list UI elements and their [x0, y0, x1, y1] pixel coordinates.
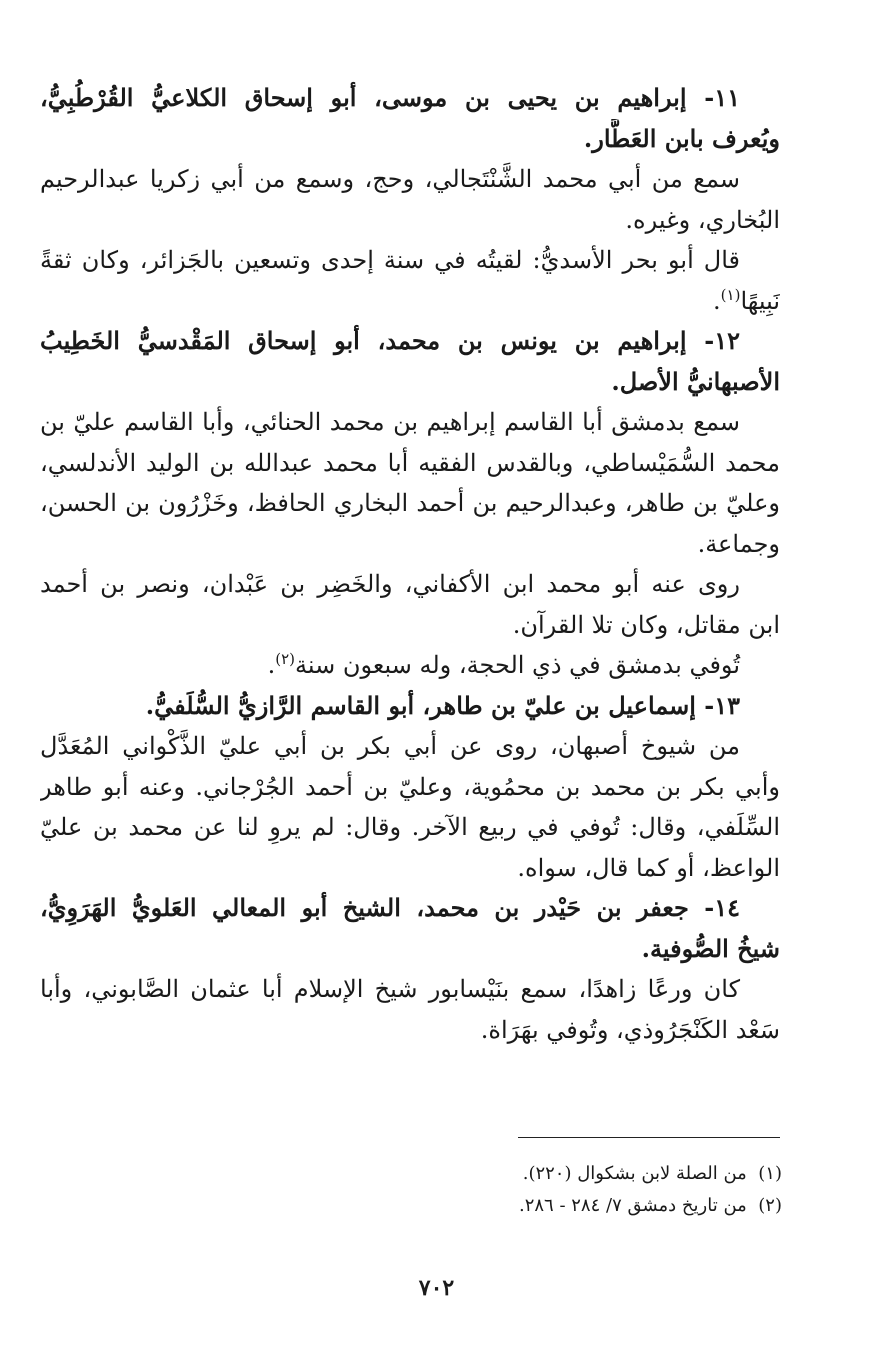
line-text: ١٤- جعفر بن حَيْدر بن محمد، الشيخ أبو المعالي العَلويُّ الهَرَوِيُّ، [40, 893, 740, 922]
footnote-number: (١) [758, 1163, 782, 1184]
line-text: قال أبو بحر الأسديُّ: لقيتُه في سنة إحدى وتسعين بالجَزائر، وكان ثقةً [40, 246, 740, 274]
line-text: الواعظ، أو كما قال، سواه. [517, 853, 780, 882]
line-text: نَبِيهًا [740, 286, 780, 315]
page-number: ٧٠٢ [418, 1275, 455, 1301]
footnotes [300, 1158, 782, 1222]
footnote-text: من الصلة لابن بشكوال (٢٢٠). [522, 1163, 747, 1184]
entry-heading-line [40, 888, 780, 929]
line-text: روى عنه أبو محمد ابن الأكفاني، والخَضِر بن عَبْدان، ونصر بن أحمد [40, 570, 740, 598]
line-text: وعليّ بن طاهر، وعبدالرحيم بن أحمد البخاري الحافظ، وخَزْرُون بن الحسن، [40, 489, 780, 517]
line-text: تُوفي بدمشق في ذي الحجة، وله سبعون سنة [295, 651, 740, 679]
body-text-line [40, 443, 780, 484]
line-text: شيخُ الصُّوفية. [641, 933, 780, 963]
main-text [40, 78, 780, 1050]
line-text: محمد السُّمَيْساطي، وبالقدس الفقيه أبا محمد عبدالله بن الوليد الأندلسي، [40, 448, 780, 477]
line-text: ١٢- إبراهيم بن يونس بن محمد، أبو إسحاق المَقْدسيُّ الخَطِيبُ [40, 326, 740, 355]
body-text-line [40, 645, 780, 686]
footnote-number: (٢) [758, 1195, 782, 1216]
body-text-line [40, 524, 780, 565]
line-text: وأبي بكر بن محمد بن محمُوية، وعليّ بن أحمد الجُرْجاني. وعنه أبو طاهر [40, 772, 780, 801]
body-text-line [40, 605, 780, 646]
body-text-line [40, 281, 780, 322]
line-text: كان ورعًا زاهدًا، سمع بنَيْسابور شيخ الإسلام أبا عثمان الصَّابوني، وأبا [40, 975, 740, 1003]
entry-heading-line [40, 362, 780, 403]
footnote-item [300, 1158, 782, 1190]
line-text: وجماعة. [697, 529, 780, 558]
entry-heading-line [40, 686, 780, 727]
line-text: ويُعرف بابن العَطَّار. [583, 123, 780, 153]
entry-heading-line [40, 78, 780, 119]
footnote-divider [518, 1137, 780, 1138]
footnote-text: من تاريخ دمشق ٧/ ٢٨٤ - ٢٨٦. [518, 1195, 747, 1216]
body-text-line [40, 848, 780, 889]
line-text: ١٣- إسماعيل بن عليّ بن طاهر، أبو القاسم الرَّازيُّ السُّلَفيُّ. [145, 690, 740, 720]
line-text: البُخاري، وغيره. [625, 205, 780, 234]
line-text: ابن مقاتل، وكان تلا القرآن. [512, 610, 780, 639]
line-text: ١١- إبراهيم بن يحيى بن موسى، أبو إسحاق الكلاعيُّ القُرْطُبِيُّ، [40, 83, 740, 112]
line-text: سمع بدمشق أبا القاسم إبراهيم بن محمد الحنائي، وأبا القاسم عليّ بن [40, 408, 740, 436]
entry-heading-line [40, 119, 780, 160]
body-text-line [40, 483, 780, 524]
body-text-line [40, 969, 780, 1010]
line-text: سَعْد الكَنْجَرُوذي، وتُوفي بهَرَاة. [480, 1015, 780, 1044]
body-text-line [40, 564, 780, 605]
line-text: السِّلَفي، وقال: تُوفي في ربيع الآخر. وقال: لم يروِ لنا عن محمد بن عليّ [40, 813, 780, 841]
body-text-line [40, 807, 780, 848]
footnote-reference: (٢) [275, 650, 296, 668]
body-text-line [40, 240, 780, 281]
line-text: سمع من أبي محمد الشَّنْتَجالي، وحج، وسمع من أبي زكريا عبدالرحيم [40, 165, 740, 193]
entry-heading-line [40, 929, 780, 970]
entry-heading-line [40, 321, 780, 362]
body-text-line [40, 767, 780, 808]
footnote-item [300, 1190, 782, 1222]
line-punctuation: . [713, 286, 721, 315]
body-text-line [40, 159, 780, 200]
body-text-line [40, 402, 780, 443]
line-text: الأصبهانيُّ الأصل. [611, 366, 780, 396]
line-punctuation: . [267, 651, 276, 679]
body-text-line [40, 1010, 780, 1051]
footnote-reference: (١) [720, 285, 741, 304]
line-text: من شيوخ أصبهان، روى عن أبي بكر بن أبي عليّ الذَّكْواني المُعَدَّل [40, 732, 740, 760]
body-text-line [40, 726, 780, 767]
body-text-line [40, 200, 780, 241]
